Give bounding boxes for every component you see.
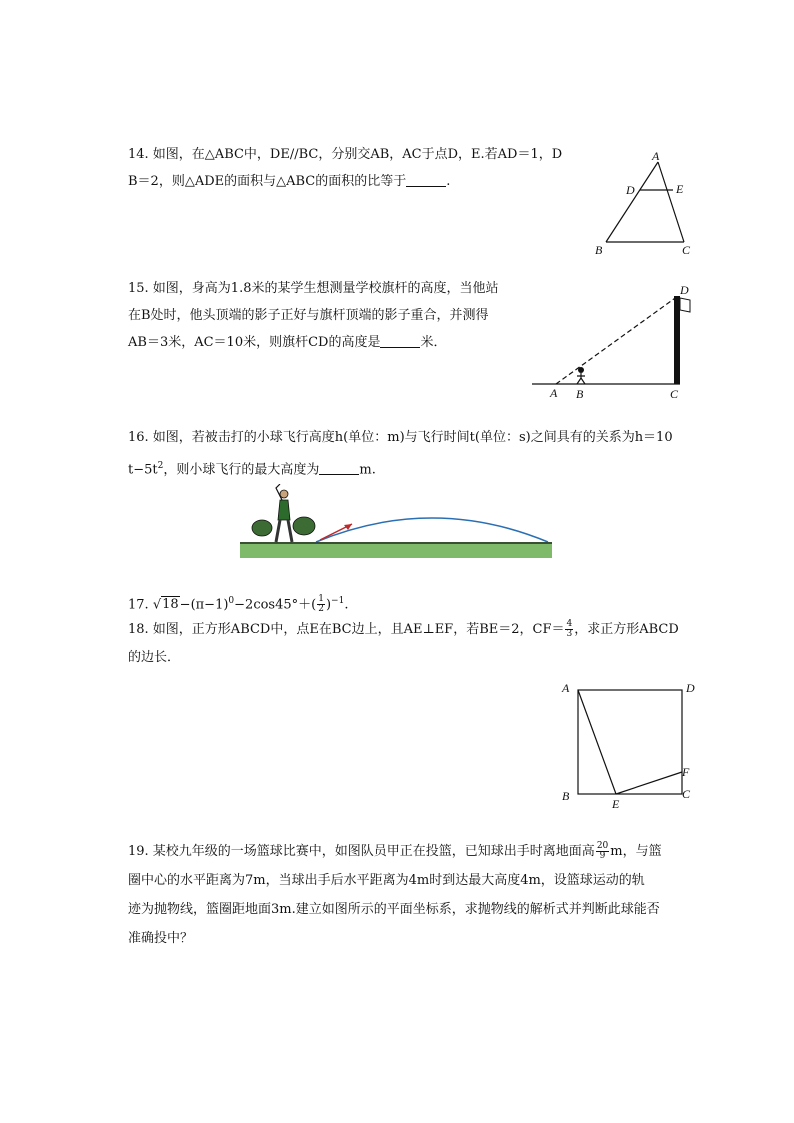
golfer-legs-icon (276, 520, 292, 542)
q14-text: B＝2，则△ADE的面积与△ABC的面积的比等于 (128, 174, 407, 189)
flagpole-figure (530, 282, 700, 402)
q15-line2: 在B处时，他头顶端的影子正好与旗杆顶端的影子重合，并测得 (128, 308, 489, 323)
side-ab (606, 162, 658, 242)
label-c: C (682, 787, 691, 801)
sqrt-arg: 18 (162, 597, 179, 613)
q15-text: AB＝3米，AC＝10米，则旗杆CD的高度是 (128, 335, 381, 350)
q16-line2 (128, 457, 376, 479)
q16-exponent: 2 (157, 461, 164, 471)
label-d: D (626, 183, 635, 197)
q15-line3 (128, 334, 446, 352)
label-a: A (550, 386, 558, 400)
label-c: C (670, 387, 679, 401)
q14-end: . (446, 174, 451, 189)
q17-line (128, 592, 348, 614)
q17-end: . (344, 597, 349, 613)
shadow-line (556, 296, 678, 384)
label-e: E (676, 182, 684, 196)
q16-expr: t−5t (128, 462, 158, 478)
q16-text: ，则小球飞行的最大高度为 (163, 462, 320, 478)
flagpole (674, 296, 680, 384)
q19-line2: 圈中心的水平距离为7m，当球出手后水平距离为4m时到达最大高度4m，设篮球运动的轨 (128, 873, 645, 888)
label-c: C (682, 243, 691, 257)
q18-line1 (128, 620, 679, 639)
q19-text: 19. 某校九年级的一场篮球比赛中，如图队员甲正在投篮，已知球出手时离地面高 (128, 844, 595, 859)
ball-trajectory (316, 518, 548, 542)
q17-number: 17. (128, 597, 149, 613)
label-d: D (686, 681, 695, 695)
label-b: B (576, 387, 584, 401)
answer-blank (380, 335, 420, 348)
q14-line2 (128, 173, 450, 191)
q19-text2: m，与篮 (610, 844, 662, 859)
q15-line1: 15. 如图，身高为1.8米的某学生想测量学校旗杆的高度，当他站 (128, 281, 499, 296)
sqrt-icon: √ (152, 597, 162, 613)
answer-blank (319, 462, 359, 475)
q18-text: 18. 如图，正方形ABCD中，点E在BC边上，且AE⊥EF，若BE＝2，CF＝ (128, 622, 565, 637)
label-e: E (612, 797, 620, 811)
square-figure (556, 678, 702, 812)
q19-line1 (128, 842, 662, 861)
label-d: D (680, 283, 689, 297)
label-a: A (562, 681, 570, 695)
label-b: B (595, 243, 603, 257)
segment-ef (616, 772, 682, 794)
golfer-body-icon (278, 500, 290, 520)
golf-figure (240, 484, 552, 558)
q17-term2: −2cos45°＋( (234, 597, 317, 613)
q18-fraction: $\frac{4}{3}$ (566, 619, 573, 639)
q15-end: 米． (420, 335, 447, 350)
triangle-figure (590, 148, 700, 260)
q17-fraction: $\frac{1}{2}$ (318, 594, 324, 615)
q16-end: m. (359, 462, 376, 478)
q16-line1: 16. 如图，若被击打的小球飞行高度h(单位：m)与飞行时间t(单位：s)之间具有的关系为h＝10 (128, 430, 673, 445)
label-a: A (652, 149, 660, 163)
student-body-icon (577, 373, 585, 384)
square-abcd (578, 690, 682, 794)
q19-line3: 迹为抛物线，篮圈距地面3m.建立如图所示的平面坐标系，求抛物线的解析式并判断此球能否 (128, 902, 660, 917)
q19-line4: 准确投中？ (128, 931, 194, 946)
q18-line2: 的边长． (128, 650, 181, 665)
label-f: F (682, 765, 690, 779)
q17-term: −(π−1) (179, 597, 229, 613)
segment-ae (578, 690, 616, 794)
bush-icon (252, 520, 272, 536)
q18-text2: ，求正方形ABCD (574, 622, 679, 637)
golfer-head-icon (280, 490, 288, 498)
student-head-icon (578, 367, 584, 373)
side-ac (658, 162, 684, 242)
q17-exp0: 0 (228, 596, 235, 606)
q17-close: ) (325, 597, 332, 613)
bush-icon (293, 517, 315, 535)
q17-exp-neg: −1 (331, 596, 345, 606)
answer-blank (406, 174, 446, 187)
flag-icon (680, 298, 690, 312)
q19-fraction: $\frac{20}{9}$ (596, 841, 609, 861)
q14-line1: 14. 如图，在△ABC中，DE//BC，分别交AB，AC于点D，E.若AD＝1，D (128, 147, 563, 162)
label-b: B (562, 789, 570, 803)
grass-strip (240, 542, 552, 558)
